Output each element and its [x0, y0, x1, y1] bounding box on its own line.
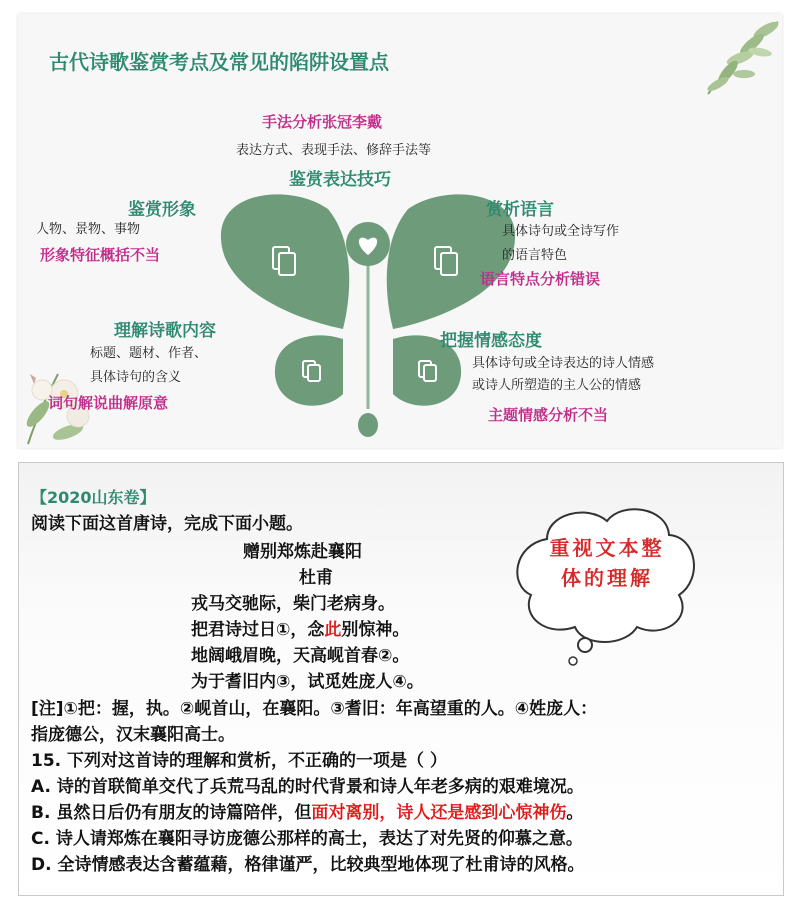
leaf-decoration-icon — [678, 14, 782, 104]
content-desc-1: 标题、题材、作者、 — [90, 346, 208, 361]
emotion-desc-1: 具体诗句或全诗表达的诗人情感 — [472, 356, 655, 371]
butterfly-diagram — [213, 179, 523, 444]
intro-text: 阅读下面这首唐诗，完成下面小题。 — [31, 514, 303, 534]
option-a: A. 诗的首联简单交代了兵荒马乱的时代背景和诗人年老多病的艰难境况。 — [31, 777, 584, 797]
point-content: 理解诗歌内容 — [114, 321, 216, 341]
exam-slide — [18, 462, 784, 896]
poem-line-4: 为于耆旧内③，试觅姓庞人④。 — [191, 672, 424, 692]
poem-line-1: 戎马交驰际，柴门老病身。 — [191, 594, 395, 614]
slide-title: 古代诗歌鉴赏考点及常见的陷阱设置点 — [49, 50, 389, 74]
trap-content: 词句解说曲解原意 — [48, 394, 169, 412]
trap-language: 语言特点分析错误 — [480, 270, 601, 288]
option-b-highlight: 面对离别，诗人还是感到心惊神伤 — [311, 803, 567, 823]
emotion-desc-2: 或诗人所塑造的主人公的情感 — [472, 378, 642, 393]
option-b: B. 虽然日后仍有朋友的诗篇陪伴，但面对离别，诗人还是感到心惊神伤。 — [31, 803, 584, 823]
content-desc-2: 具体诗句的含义 — [90, 370, 182, 385]
cloud-text: 重视文本整体的理解 — [549, 536, 665, 590]
poem-title: 赠别郑炼赴襄阳 — [243, 542, 362, 562]
point-technique: 鉴赏表达技巧 — [289, 170, 391, 190]
option-c: C. 诗人请郑炼在襄阳寻访庞德公那样的高士，表达了对先贤的仰慕之意。 — [31, 829, 583, 849]
point-emotion: 把握情感态度 — [440, 331, 542, 351]
option-d: D. 全诗情感表达含蓄蕴藉，格律谨严，比较典型地体现了杜甫诗的风格。 — [31, 855, 585, 875]
point-language: 赏析语言 — [486, 200, 554, 220]
language-desc-1: 具体诗句或全诗写作 — [502, 224, 620, 239]
technique-desc: 表达方式、表现手法、修辞手法等 — [236, 143, 432, 158]
language-desc-2: 的语言特色 — [502, 248, 568, 263]
poem-author: 杜甫 — [299, 568, 333, 588]
trap-emotion: 主题情感分析不当 — [488, 406, 609, 424]
note-line-2: 指庞德公，汉末襄阳高士。 — [31, 725, 235, 745]
exam-tag: 【2020山东卷】 — [31, 488, 156, 507]
poem-line-2: 把君诗过日①，念此别惊神。 — [191, 620, 410, 640]
highlight-ci: 此 — [324, 620, 342, 640]
question-stem: 15. 下列对这首诗的理解和赏析，不正确的一项是（ ） — [31, 751, 447, 771]
point-image: 鉴赏形象 — [128, 200, 196, 220]
mindmap-slide — [18, 14, 782, 448]
trap-image: 形象特征概括不当 — [40, 246, 161, 264]
poem-line-3: 地阔峨眉晚，天高岘首春②。 — [191, 646, 410, 666]
trap-technique: 手法分析张冠李戴 — [262, 113, 383, 131]
note-line-1: [注]①把：握，执。②岘首山，在襄阳。③耆旧：年高望重的人。④姓庞人： — [31, 699, 598, 719]
image-desc: 人物、景物、事物 — [36, 222, 141, 237]
